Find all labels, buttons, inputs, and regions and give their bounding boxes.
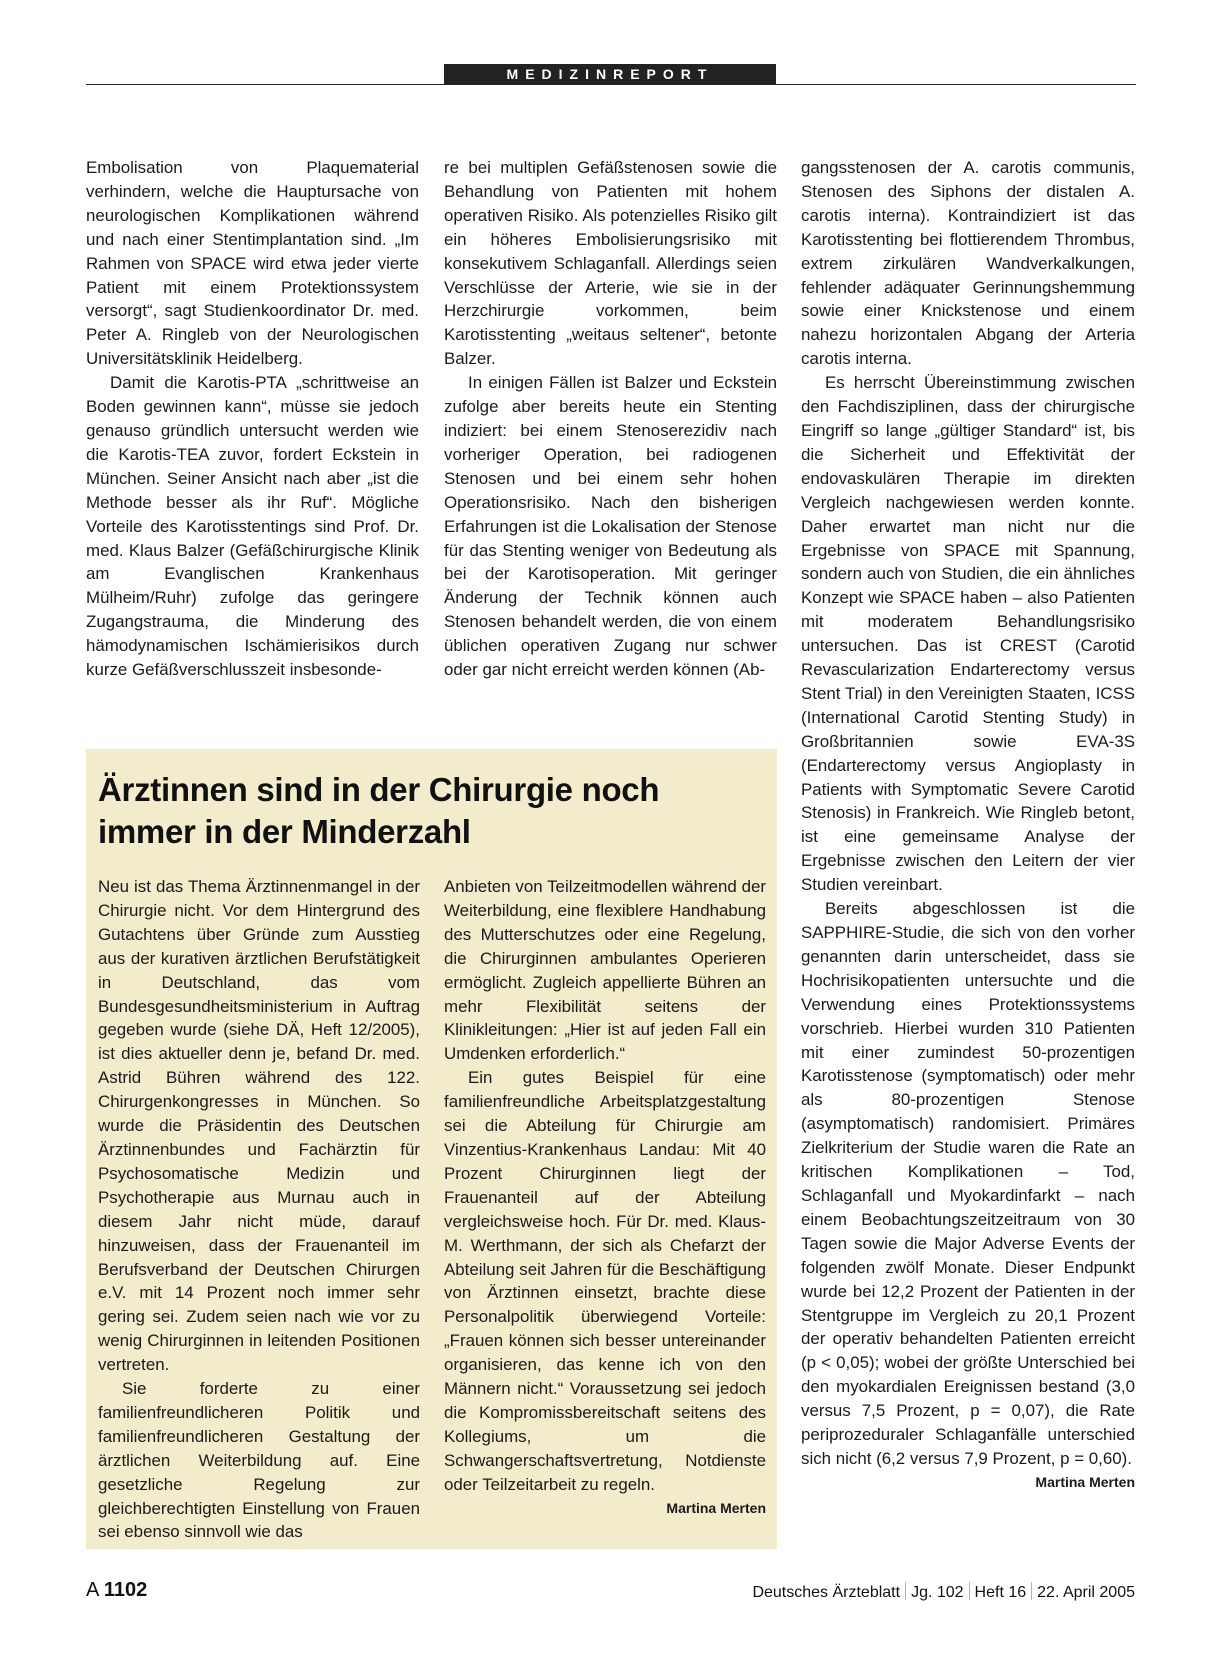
- box-column-2: [444, 875, 766, 1520]
- section-label: MEDIZINREPORT: [444, 64, 776, 84]
- page-prefix: A: [86, 1579, 99, 1601]
- journal-footer: [752, 1582, 1135, 1602]
- page-number: [86, 1579, 147, 1602]
- article-column-2: [444, 156, 777, 682]
- author-byline: Martina Merten: [1035, 1473, 1135, 1490]
- box-column-1: [98, 875, 420, 1544]
- paragraph: Anbieten von Teilzeitmodellen während der Weiterbildung, eine flexiblere Handhabung des Mutterschutzes oder eine Regelung, die Chirurginnen ambulantes Operieren ermöglicht. Zugleich appellierte Bühren an mehr Flexibilität seitens der Klinikleitungen: „Hier ist auf jeden Fall ein Umdenken erforderlich.“: [444, 877, 766, 1064]
- article-column-3: [801, 156, 1135, 1495]
- volume: Jg. 102: [911, 1584, 964, 1601]
- journal-name: Deutsches Ärzteblatt: [752, 1584, 901, 1601]
- paragraph: gangsstenosen der A. carotis communis, Stenosen des Siphons der distalen A. carotis interna). Kontraindiziert ist das Karotisstenting bei flottierendem Thrombus, extrem zirkulären Wandverkalkungen, fehlender adäquater Gerinnungshemmung sowie einer Knickstenose und einem nahezu horizontalen Abgang der Arteria carotis interna.: [801, 158, 1135, 369]
- date: 22. April 2005: [1037, 1584, 1135, 1601]
- paragraph: [444, 1066, 766, 1516]
- paragraph: Es herrscht Übereinstimmung zwischen den Fachdisziplinen, dass der chirurgische Eingriff so lange „gültiger Standard“ ist, bis die Sicherheit und Effektivität der endovaskulären Therapie im direkten Vergleich nachgewiesen werden konnte. Daher erwartet man nicht nur die Ergebnisse von SPACE mit Spannung, sondern auch von Studien, die ein ähnliches Konzept wie SPACE haben – also Patienten mit moderatem Behandlungsrisiko untersuchen. Das ist CREST (Carotid Revascularization Endarterectomy versus Stent Trial) in den Vereinigten Staaten, ICSS (International Carotid Stenting Study) in Großbritannien sowie EVA-3S (Endarterectomy versus Angioplasty in Patients with Symptomatic Severe Carotid Stenosis) in Frankreich. Wie Ringleb betont, ist eine gemeinsame Analyse der Ergebnisse zwischen den Leitern der vier Studien vereinbart.: [801, 373, 1135, 895]
- paragraph: Sie forderte zu einer familienfreundlicheren Politik und familienfreundlicheren Gestaltung der ärztlichen Weiterbildung auf. Eine gesetzliche Regelung zur gleichberechtigten Einstellung von Frauen sei ebenso sinnvoll wie das: [98, 1379, 420, 1542]
- paragraph: Damit die Karotis-PTA „schrittweise an Boden gewinnen kann“, müsse sie jedoch genauso gründlich untersucht werden wie die Karotis-TEA zuvor, fordert Eckstein in München. Seiner Ansicht nach aber „ist die Methode besser als ihr Ruf“. Mögliche Vorteile des Karotisstentings sind Prof. Dr. med. Klaus Balzer (Gefäßchirurgische Klinik am Evanglischen Krankenhaus Mülheim/Ruhr) zufolge das geringere Zugangstrauma, die Minderung des hämodynamischen Ischämierisikos durch kurze Gefäßverschlusszeit insbesonde-: [86, 373, 419, 680]
- paragraph-text: Bereits abgeschlossen ist die SAPPHIRE-Studie, die sich von den vorher genannten darin unterscheidet, dass sie Hochrisikopatienten untersuchte und die Verwendung eines Protektionssystems vorschrieb. Hierbei wurden 310 Patienten mit einer zumindest 50-prozentigen Karotisstenose (symptomatisch) oder mehr als 80-prozentigen Stenose (asymptomatisch) randomisiert. Primäres Zielkriterium der Studie waren die Rate an kritischen Komplikationen – Tod, Schlaganfall und Myokardinfarkt – nach einem Beobachtungszeitzeitraum von 30 Tagen sowie die Major Adverse Events der folgenden zwölf Monate. Dieser Endpunkt wurde bei 12,2 Prozent der Patienten in der Stentgruppe im Vergleich zu 20,1 Prozent der operativ behandelten Patienten erreicht (p < 0,05); wobei der größte Unterschied bei den myokardialen Ereignissen bestand (3,0 versus 7,5 Prozent, p = 0,07), die Rate periprozeduraler Schlaganfälle unterschied sich nicht (6,2 versus 7,9 Prozent, p = 0,60).: [801, 899, 1135, 1468]
- author-byline: Martina Merten: [666, 1499, 766, 1516]
- header-rule: [86, 84, 1136, 85]
- page-number-value: 1102: [103, 1579, 148, 1601]
- paragraph: re bei multiplen Gefäßstenosen sowie die Behandlung von Patienten mit hohem operativen Risiko. Als potenzielles Risiko gilt ein höheres Embolisierungsrisiko mit konsekutivem Schlaganfall. Allerdings seien Verschlüsse der Arterie, wie sie in der Herzchirurgie vorkommen, beim Karotisstenting „weitaus seltener“, betonte Balzer.: [444, 158, 777, 369]
- sidebar-box: [86, 749, 777, 1549]
- issue: Heft 16: [974, 1584, 1027, 1601]
- article-column-1: [86, 156, 419, 682]
- paragraph: In einigen Fällen ist Balzer und Eckstein zufolge aber bereits heute ein Stenting indiziert: bei einem Stenoserezidiv nach vorheriger Operation, bei radiogenen Stenosen und bei einem sehr hohen Operationsrisiko. Nach den bisherigen Erfahrungen ist die Lokalisation der Stenose für das Stenting weniger von Bedeutung als bei der Karotisoperation. Mit geringer Änderung der Technik können auch Stenosen behandelt werden, die von einem üblichen operativen Zugang nur schwer oder gar nicht erreicht werden können (Ab-: [444, 373, 777, 680]
- box-headline: Ärztinnen sind in der Chirurgie noch immer in der Minderzahl: [98, 771, 660, 850]
- paragraph: Neu ist das Thema Ärztinnenmangel in der Chirurgie nicht. Vor dem Hintergrund des Gutachtens über Gründe zum Ausstieg aus der kurativen ärztlichen Berufstätigkeit in Deutschland, das vom Bundesgesundheitsministerium in Auftrag gegeben wurde (siehe DÄ, Heft 12/2005), ist dies aktueller denn je, befand Dr. med. Astrid Bühren während des 122. Chirurgenkongresses in München. So wurde die Präsidentin des Deutschen Ärztinnenbundes und Fachärztin für Psychosomatische Medizin und Psychotherapie aus Murnau auch in diesem Jahr nicht müde, darauf hinzuweisen, dass der Frauenanteil im Berufsverband der Deutschen Chirurgen e.V. mit 14 Prozent noch immer sehr gering sei. Zudem seien nach wie vor zu wenig Chirurginnen in leitenden Positionen vertreten.: [98, 877, 420, 1375]
- paragraph: [801, 897, 1135, 1490]
- paragraph: Embolisation von Plaquematerial verhindern, welche die Hauptursache von neurologischen Komplikationen während und nach einer Stentimplantation sind. „Im Rahmen von SPACE wird etwa jeder vierte Patient mit einem Protektionssystem versorgt“, sagt Studienkoordinator Dr. med. Peter A. Ringleb von der Neurologischen Universitätsklinik Heidelberg.: [86, 158, 419, 369]
- paragraph-text: Ein gutes Beispiel für eine familienfreundliche Arbeitsplatzgestaltung sei die Abteilung für Chirurgie am Vinzentius-Krankenhaus Landau: Mit 40 Prozent Chirurginnen liegt der Frauenanteil auf der Abteilung vergleichsweise hoch. Für Dr. med. Klaus-M. Werthmann, der sich als Chefarzt der Abteilung seit Jahren für die Beschäftigung von Ärztinnen einsetzt, brachte diese Personalpolitik überwiegend Vorteile: „Frauen können sich besser untereinander organisieren, das kenne ich von den Männern nicht.“ Voraussetzung sei jedoch die Kompromissbereitschaft seitens des Kollegiums, um die Schwangerschaftsvertretung, Notdienste oder Teilzeitarbeit zu regeln.: [444, 1068, 766, 1494]
